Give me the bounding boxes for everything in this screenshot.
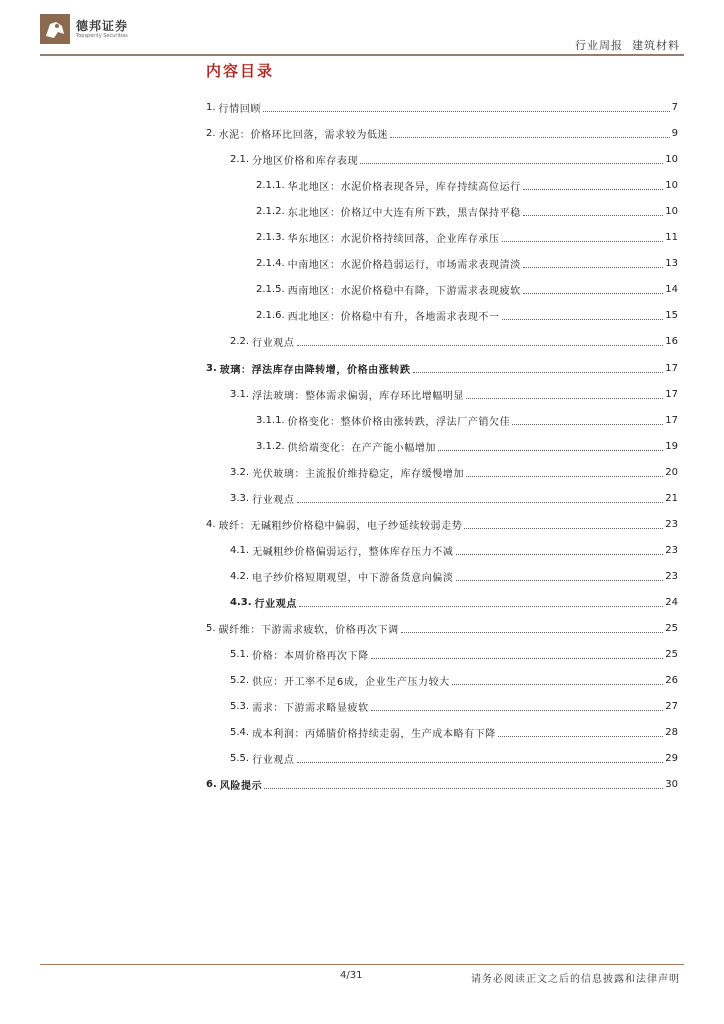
toc-leader-dots — [297, 762, 664, 763]
toc-entry-title: 玻纤：无碱粗纱价格稳中偏弱，电子纱延续较弱走势 — [218, 520, 463, 532]
toc-entry-number: 3.1.1. — [256, 414, 285, 426]
toc-leader-dots — [452, 684, 663, 685]
toc-entry[interactable] — [230, 539, 678, 561]
toc-entry-number: 4.2. — [230, 570, 250, 582]
toc-entry-number: 3.1. — [230, 388, 250, 400]
toc-entry-title: 浮法玻璃：整体需求偏弱，库存环比增幅明显 — [252, 390, 465, 402]
toc-entry-page: 14 — [665, 283, 678, 295]
toc-entry-number: 5.5. — [230, 752, 250, 764]
toc-entry[interactable] — [256, 226, 678, 248]
toc-leader-dots — [456, 580, 664, 581]
toc-entry-number: 4.3. — [230, 596, 252, 608]
toc-entry[interactable] — [206, 122, 678, 144]
toc-entry[interactable] — [230, 643, 678, 665]
toc-entry-number: 2.1.2. — [256, 205, 285, 217]
toc-entry-number: 2.1.5. — [256, 283, 285, 295]
toc-entry-page: 26 — [665, 674, 678, 686]
toc-entry-title: 华东地区：水泥价格持续回落，企业库存承压 — [287, 233, 500, 245]
footer-divider — [40, 964, 684, 965]
toc-entry-page: 21 — [665, 492, 678, 504]
toc-entry[interactable] — [256, 200, 678, 222]
toc-entry-page: 29 — [665, 752, 678, 764]
toc-entry[interactable] — [230, 148, 678, 170]
toc-entry-page: 16 — [665, 335, 678, 347]
toc-entry-page: 7 — [671, 101, 678, 113]
toc-entry-number: 5.3. — [230, 700, 250, 712]
toc-entry[interactable] — [230, 695, 678, 717]
toc-entry-title: 光伏玻璃：主流报价维持稳定，库存缓慢增加 — [252, 468, 465, 480]
toc-leader-dots — [390, 137, 669, 138]
toc-entry-page: 15 — [665, 309, 678, 321]
logo-chinese-name: 德邦证券 — [76, 19, 129, 33]
toc-entry-number: 3. — [206, 362, 217, 374]
toc-entry[interactable] — [256, 304, 678, 326]
toc-entry-page: 30 — [665, 778, 678, 790]
toc-leader-dots — [523, 293, 663, 294]
toc-entry-page: 9 — [671, 127, 678, 139]
sector-name: 建筑材料 — [632, 39, 680, 52]
toc-entry[interactable] — [256, 174, 678, 196]
toc-entry[interactable] — [256, 409, 678, 431]
toc-entry-page: 28 — [665, 726, 678, 738]
toc-entry-page: 24 — [665, 596, 678, 608]
toc-entry-number: 2.1.6. — [256, 309, 285, 321]
toc-leader-dots — [498, 736, 663, 737]
toc-leader-dots — [466, 398, 663, 399]
toc-entry-number: 3.1.2. — [256, 440, 285, 452]
toc-entry-number: 2.2. — [230, 335, 250, 347]
toc-entry[interactable] — [230, 461, 678, 483]
toc-leader-dots — [297, 502, 664, 503]
toc-entry-title: 价格变化：整体价格由涨转跌，浮法厂产销欠佳 — [287, 416, 511, 428]
toc-entry-number: 2.1. — [230, 153, 250, 165]
toc-entry[interactable] — [230, 383, 678, 405]
toc-entry-number: 2. — [206, 127, 216, 139]
toc-entry[interactable] — [230, 747, 678, 769]
toc-entry[interactable] — [206, 617, 678, 639]
toc-entry-title: 水泥：价格环比回落，需求较为低迷 — [218, 129, 389, 141]
toc-leader-dots — [297, 345, 664, 346]
toc-leader-dots — [523, 189, 663, 190]
toc-entry-number: 2.1.1. — [256, 179, 285, 191]
toc-entry[interactable] — [230, 669, 678, 691]
toc-entry-number: 5.2. — [230, 674, 250, 686]
toc-entry[interactable] — [230, 591, 678, 613]
report-type: 行业周报 — [575, 39, 623, 52]
toc-entry-title: 行业观点 — [252, 337, 295, 349]
toc-entry-title: 中南地区：水泥价格趋弱运行，市场需求表现清淡 — [287, 259, 521, 271]
toc-entry-title: 无碱粗纱价格偏弱运行，整体库存压力不减 — [252, 546, 454, 558]
toc-entry-number: 4. — [206, 518, 216, 530]
toc-entry[interactable] — [230, 721, 678, 743]
toc-entry-title: 碳纤维：下游需求疲软，价格再次下调 — [218, 624, 399, 636]
header-divider — [40, 54, 684, 56]
toc-leader-dots — [502, 241, 664, 242]
toc-entry-page: 25 — [665, 622, 678, 634]
toc-leader-dots — [512, 424, 663, 425]
toc-entry-number: 4.1. — [230, 544, 250, 556]
toc-entry-page: 11 — [665, 231, 678, 243]
logo-english-name: Topsperity Securities — [76, 33, 128, 39]
toc-entry-page: 10 — [665, 179, 678, 191]
toc-entry[interactable] — [230, 565, 678, 587]
toc-leader-dots — [263, 111, 670, 112]
toc-leader-dots — [413, 372, 664, 373]
toc-entry-title: 玻璃：浮法库存由降转增，价格由涨转跌 — [219, 364, 411, 376]
toc-leader-dots — [456, 554, 664, 555]
toc-entry-title: 西南地区：水泥价格稳中有降，下游需求表现疲软 — [287, 285, 521, 297]
toc-entry-page: 17 — [665, 362, 678, 374]
toc-leader-dots — [401, 632, 664, 633]
toc-entry-title: 行业观点 — [254, 598, 297, 610]
legal-disclaimer: 请务必阅读正文之后的信息披露和法律声明 — [471, 974, 680, 985]
toc-entry-page: 27 — [665, 700, 678, 712]
page-number: 4/31 — [340, 970, 363, 981]
toc-entry-title: 供给端变化：在产产能小幅增加 — [287, 442, 437, 454]
toc-entry-number: 2.1.3. — [256, 231, 285, 243]
toc-entry-title: 电子纱价格短期观望，中下游备货意向偏淡 — [252, 572, 454, 584]
toc-entry-title: 华北地区：水泥价格表现各异，库存持续高位运行 — [287, 181, 521, 193]
toc-entry[interactable] — [256, 435, 678, 457]
toc-entry[interactable] — [230, 487, 678, 509]
toc-entry[interactable] — [206, 96, 678, 118]
toc-leader-dots — [371, 710, 664, 711]
toc-entry-page: 10 — [665, 153, 678, 165]
company-logo — [40, 14, 150, 48]
toc-entry-page: 13 — [665, 257, 678, 269]
toc-entry-number: 3.2. — [230, 466, 250, 478]
toc-entry[interactable] — [230, 330, 678, 352]
report-category — [575, 37, 680, 53]
toc-entry-number: 5.4. — [230, 726, 250, 738]
toc-leader-dots — [264, 788, 663, 789]
toc-title: 内容目录 — [206, 62, 275, 80]
toc-leader-dots — [360, 163, 663, 164]
toc-entry-page: 23 — [665, 544, 678, 556]
toc-entry-title: 需求：下游需求略显疲软 — [252, 702, 369, 714]
toc-entry-title: 分地区价格和库存表现 — [252, 155, 359, 167]
toc-entry-page: 19 — [665, 440, 678, 452]
toc-entry-page: 17 — [665, 388, 678, 400]
toc-entry-title: 东北地区：价格辽中大连有所下跌，黑吉保持平稳 — [287, 207, 521, 219]
logo-mark-icon — [40, 14, 70, 44]
toc-entry-title: 成本利润：丙烯腈价格持续走弱，生产成本略有下降 — [252, 728, 496, 740]
toc-entry[interactable] — [256, 252, 678, 274]
toc-leader-dots — [502, 319, 664, 320]
toc-leader-dots — [438, 450, 663, 451]
toc-entry-page: 23 — [665, 518, 678, 530]
toc-entry-title: 行情回顾 — [218, 103, 261, 115]
toc-entry-title: 风险提示 — [219, 780, 263, 792]
toc-entry-title: 西北地区：价格稳中有升，各地需求表现不一 — [287, 311, 500, 323]
toc-entry-title: 供应：开工率不足6成，企业生产压力较大 — [252, 676, 450, 688]
toc-leader-dots — [371, 658, 664, 659]
toc-entry-page: 23 — [665, 570, 678, 582]
page-header — [0, 0, 724, 60]
toc-leader-dots — [523, 267, 663, 268]
toc-entry-number: 5.1. — [230, 648, 250, 660]
toc-entry-number: 3.3. — [230, 492, 250, 504]
toc-entry-page: 17 — [665, 414, 678, 426]
toc-entry-page: 20 — [665, 466, 678, 478]
toc-entry-number: 2.1.4. — [256, 257, 285, 269]
toc-entry-page: 25 — [665, 648, 678, 660]
toc-entry-number: 5. — [206, 622, 216, 634]
toc-entry-title: 价格：本周价格再次下降 — [252, 650, 369, 662]
toc-leader-dots — [523, 215, 663, 216]
toc-entry-title: 行业观点 — [252, 494, 295, 506]
toc-entry-page: 10 — [665, 205, 678, 217]
toc-leader-dots — [466, 476, 663, 477]
toc-entry[interactable] — [206, 773, 678, 795]
toc-entry-title: 行业观点 — [252, 754, 295, 766]
toc-entry[interactable] — [206, 513, 678, 535]
toc-entry-number: 1. — [206, 101, 216, 113]
toc-leader-dots — [299, 606, 663, 607]
toc-entry[interactable] — [206, 357, 678, 379]
toc-entry[interactable] — [256, 278, 678, 300]
toc-leader-dots — [464, 528, 663, 529]
toc-entry-number: 6. — [206, 778, 217, 790]
